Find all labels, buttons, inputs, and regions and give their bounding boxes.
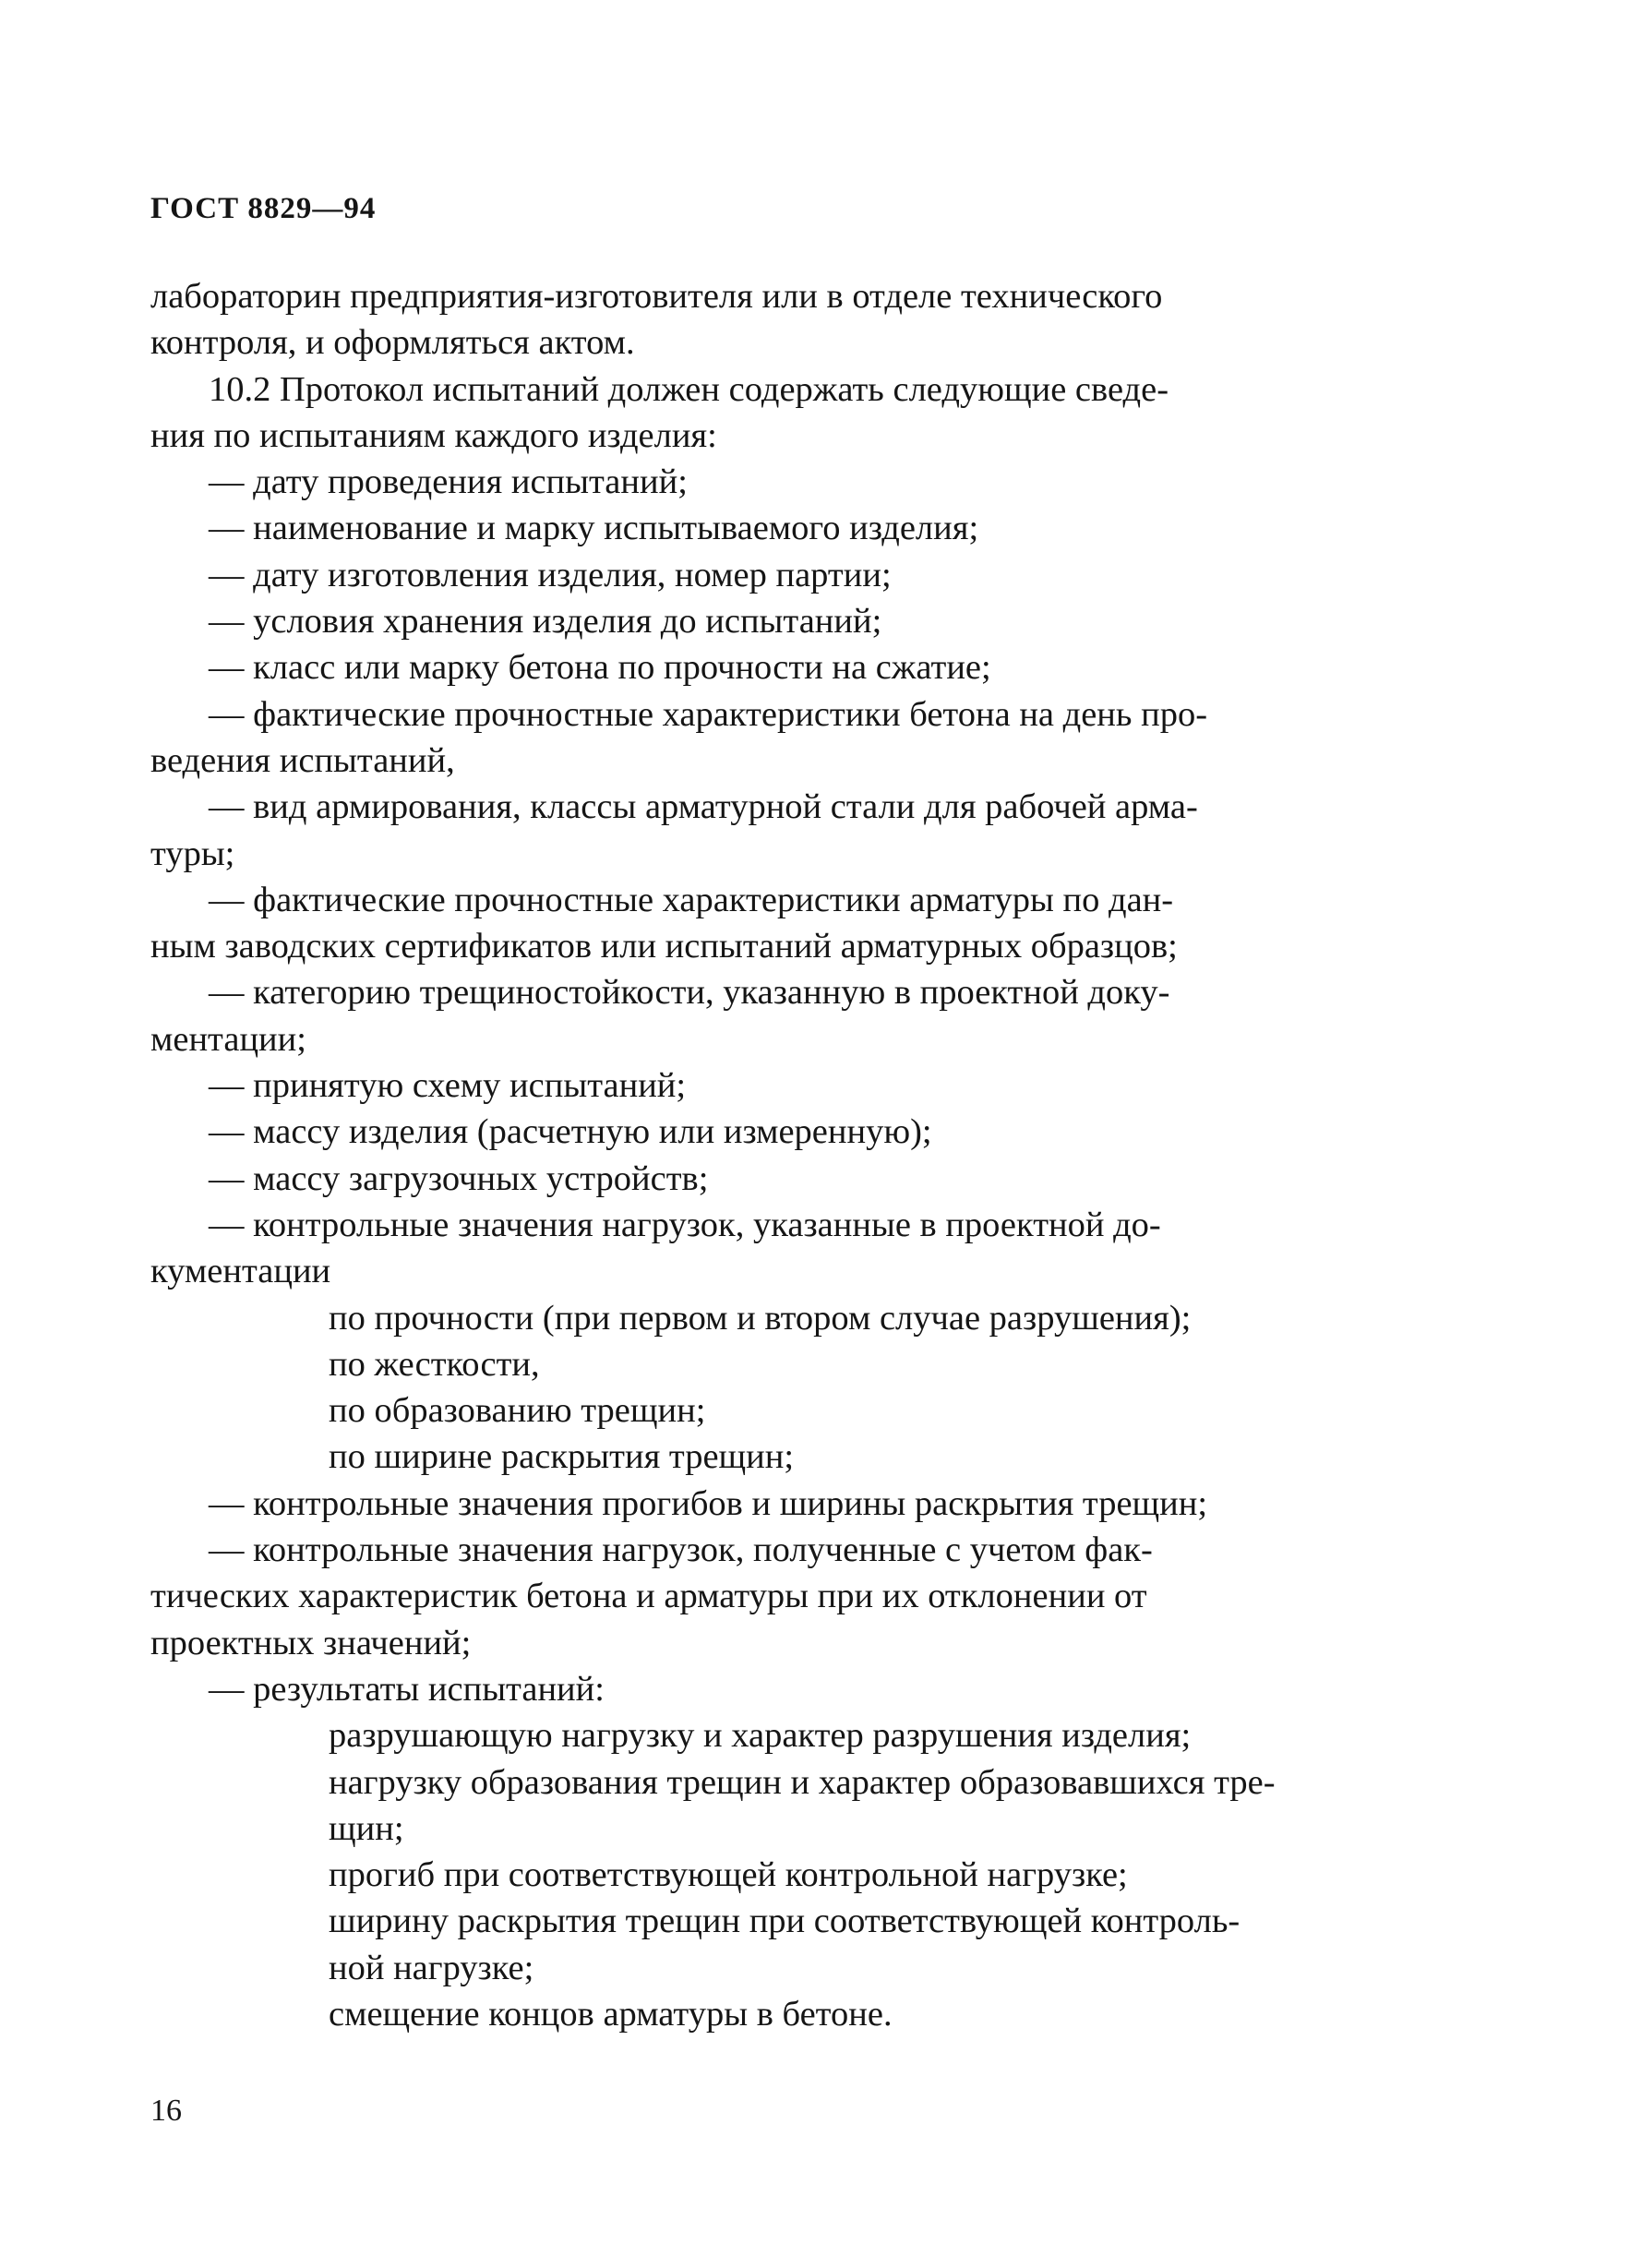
list-item: — дату проведения испытаний; [209,462,688,502]
text-line: лабораторин предприятия-изготовителя или в отделе технического [150,277,1163,316]
text-line: ния по испытаниям каждого изделия: [150,415,717,455]
list-item: — массу изделия (расчетную или измеренную); [209,1112,932,1152]
list-item: — категорию трещиностойкости, указанную в проектной доку- [209,973,1170,1013]
section-paragraph: 10.2 Протокол испытаний должен содержать следующие сведе- [209,369,1169,409]
list-item: — фактические прочностные характеристики бетона на день про- [209,694,1208,734]
list-item: — фактические прочностные характеристики арматуры по дан- [209,880,1174,919]
text-line: контроля, и оформляться актом. [150,323,635,363]
list-item: — принятую схему испытаний; [209,1066,687,1106]
list-item: — вид армирования, классы арматурной стали для рабочей арма- [209,787,1198,827]
page-number: 16 [150,2094,182,2128]
list-item: — контрольные значения нагрузок, указанные в проектной до- [209,1205,1161,1244]
list-item: — дату изготовления изделия, номер партии; [209,555,892,594]
list-item-continuation: туры; [150,834,235,873]
sub-list-item-continuation: ной нагрузке; [329,1948,534,1987]
list-item-continuation: ным заводских сертификатов или испытаний арматурных образцов; [150,927,1178,966]
list-item: — массу загрузочных устройств; [209,1158,709,1198]
list-item: — условия хранения изделия до испытаний; [209,602,882,642]
sub-list-item: по жесткости, [329,1344,540,1384]
sub-list-item: смещение концов арматуры в бетоне. [329,1994,893,2034]
sub-list-item: по образованию трещин; [329,1391,706,1431]
list-item: — контрольные значения нагрузок, полученные с учетом фак- [209,1530,1153,1570]
list-item: — результаты испытаний: [209,1669,605,1709]
list-item-continuation: проектных значений; [150,1623,472,1662]
list-item-continuation: кументации [150,1252,331,1291]
sub-list-item: прогиб при соответствующей контрольной нагрузке; [329,1855,1128,1895]
sub-list-item: по прочности (при первом и втором случае разрушения); [329,1298,1192,1338]
list-item-continuation: ведения испытаний, [150,740,455,780]
document-header: ГОСТ 8829—94 [150,192,377,225]
sub-list-item-continuation: щин; [329,1808,404,1848]
document-body [150,273,1429,2037]
sub-list-item: по ширине раскрытия трещин; [329,1437,795,1477]
sub-list-item: нагрузку образования трещин и характер образовавшихся тре- [329,1762,1276,1802]
list-item-continuation: ментации; [150,1019,306,1059]
list-item: — контрольные значения прогибов и ширины раскрытия трещин; [209,1483,1208,1523]
list-item: — класс или марку бетона по прочности на сжатие; [209,648,991,688]
list-item: — наименование и марку испытываемого изделия; [209,509,979,548]
sub-list-item: разрушающую нагрузку и характер разрушения изделия; [329,1716,1192,1756]
sub-list-item: ширину раскрытия трещин при соответствующей контроль- [329,1902,1240,1941]
list-item-continuation: тических характеристик бетона и арматуры при их отклонении от [150,1577,1147,1616]
